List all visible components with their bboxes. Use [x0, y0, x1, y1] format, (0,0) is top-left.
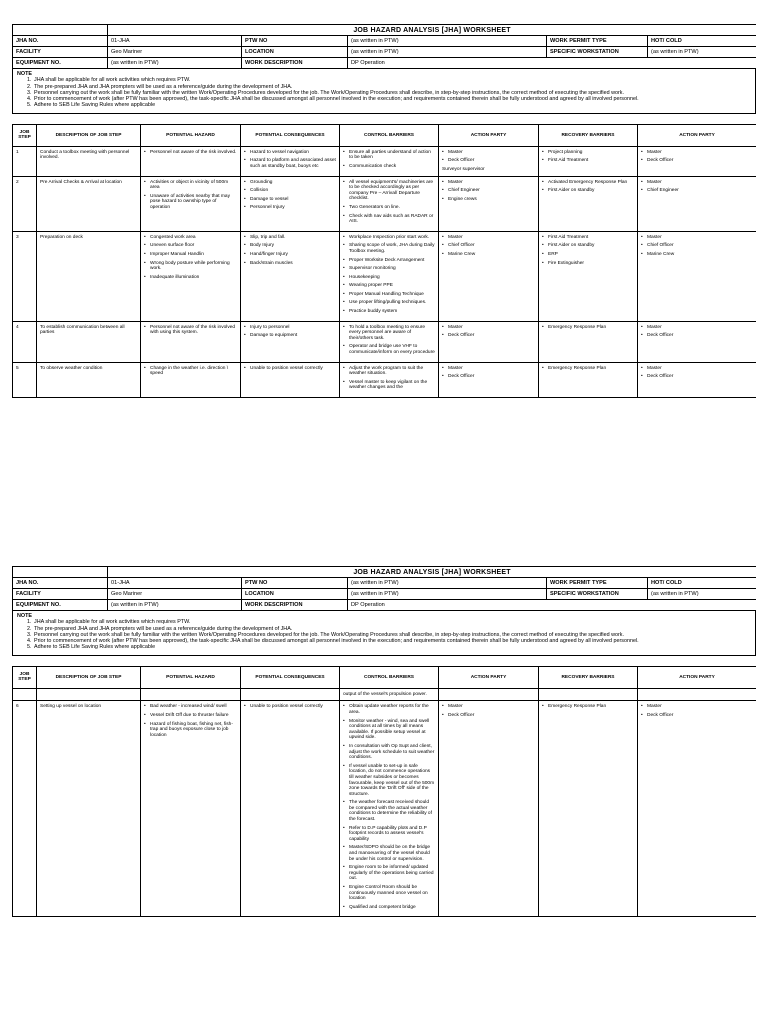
bullet-item: • Master [641, 366, 753, 372]
jha-no-label: JHA NO. [13, 36, 108, 47]
bullet-item: • Deck Officer [641, 158, 753, 164]
bullet-item: • Adjust the work program to suit the weather situation. [343, 366, 435, 377]
bullet-item: • Master [641, 235, 753, 241]
cell-description: Setting up vessel on location [37, 701, 141, 917]
col-action-party: ACTION PARTY [439, 124, 539, 146]
location-value: (as written in PTW) [348, 47, 547, 58]
cell-action-party [439, 362, 539, 397]
cell-action-party [439, 321, 539, 362]
cell-consequences [241, 321, 340, 362]
bullet-item: • Wrong body posture while performing work. [144, 261, 237, 272]
equipment-no-value: (as written in PTW) [108, 58, 242, 69]
bullet-item: • Unaware of activities nearby that may pose hazard to ownship type of operation [144, 194, 237, 211]
equipment-no-label: EQUIPMENT NO. [13, 58, 108, 69]
bullet-item: • To hold a toolbox meeting to ensure every personnel are aware of their/others task. [343, 325, 435, 342]
col-recovery-barriers: RECOVERY BARRIERS [539, 666, 638, 688]
cell-recovery [539, 362, 638, 397]
cell-action-party-2 [638, 231, 757, 321]
note-item: 5. Adhere to SEB Life Saving Rules where applicable [33, 102, 751, 108]
bullet-item: • Master [641, 325, 753, 331]
cell-consequences [241, 176, 340, 231]
bullet-item: • Project planning [542, 150, 634, 156]
bullet-list [442, 704, 535, 718]
bullet-item: • Master [442, 180, 535, 186]
bullet-item: • Deck Officer [641, 713, 753, 719]
cell-recovery [539, 176, 638, 231]
bullet-list [144, 150, 237, 156]
bullet-list [244, 325, 336, 339]
bullet-list [641, 150, 753, 164]
bullet-item: • Proper Worksite Deck Arrangement [343, 258, 435, 264]
bullet-item: • Check with nav aids such as RADAR or AIS. [343, 214, 435, 225]
cell-step: 3 [13, 231, 37, 321]
bullet-item: • Deck Officer [442, 333, 535, 339]
bullet-item: • Marine Crew [442, 252, 535, 258]
bullet-item: • Slip, trip and fall. [244, 235, 336, 241]
header-blank-cell [13, 567, 108, 578]
bullet-item: • Bad weather - increased wind/ swell [144, 704, 237, 710]
cell-hazard [141, 176, 241, 231]
job-steps-table [12, 124, 756, 398]
bullet-item: • Unable to position vessel correctly [244, 366, 336, 372]
cell-recovery [539, 688, 638, 701]
cell-description [37, 688, 141, 701]
bullet-item: • Chief Engineer [641, 188, 753, 194]
bullet-item: • Use proper lifting/pulling techniques. [343, 300, 435, 306]
bullet-item: • Damage to equipment [244, 333, 336, 339]
facility-value: Geo Mariner [108, 589, 242, 600]
bullet-item: • Master [442, 150, 535, 156]
note-list [33, 77, 751, 108]
bullet-item: • Ensure all parties understand of action to be taken [343, 150, 435, 161]
bullet-item: • Hand/finger Injury [244, 252, 336, 258]
bullet-item: • Deck Officer [442, 713, 535, 719]
col-action-party-2: ACTION PARTY [638, 124, 757, 146]
note-box [12, 69, 756, 114]
bullet-item: • Back/strain muscles [244, 261, 336, 267]
cell-action-party-2 [638, 362, 757, 397]
work-description-value: DP Operation [348, 58, 757, 69]
worksheet-title: JOB HAZARD ANALYSIS [JHA] WORKSHEET [108, 25, 757, 36]
cell-consequences [241, 362, 340, 397]
bullet-item: • Congested work area [144, 235, 237, 241]
bullet-list [542, 235, 634, 266]
col-action-party: ACTION PARTY [439, 666, 539, 688]
cell-recovery [539, 146, 638, 176]
bullet-item: • The weather forecast received should be compared with the actual weather conditions to determine the reliability of the forecast. [343, 800, 435, 822]
specific-workstation-label: SPECIFIC WORKSTATION [547, 47, 648, 58]
bullet-item: • Master [442, 366, 535, 372]
bullet-item: • Damage to vessel [244, 197, 336, 203]
work-permit-type-label: WORK PERMIT TYPE [547, 36, 648, 47]
bullet-item: • Personnel not aware of the risk involved with using this system. [144, 325, 237, 336]
bullet-item: • Master [442, 235, 535, 241]
cell-description: Pre Arrival Checks & Arrival at location [37, 176, 141, 231]
bullet-item: • Master/SDPO should be on the bridge and manoeuvring of the vessel should be under his control or supervision. [343, 845, 435, 862]
facility-value: Geo Mariner [108, 47, 242, 58]
jha-header-table [12, 566, 756, 611]
bullet-item: • Sharing scope of work, JHA during Daily Toolbox meeting. [343, 243, 435, 254]
cell-step: 6 [13, 701, 37, 917]
work-description-label: WORK DESCRIPTION [242, 600, 348, 611]
bullet-item: • Workplace Inspection prior start work. [343, 235, 435, 241]
bullet-list [442, 366, 535, 380]
cell-hazard [141, 701, 241, 917]
cell-recovery [539, 321, 638, 362]
cell-action-party [439, 176, 539, 231]
bullet-list [343, 180, 435, 225]
bullet-list [442, 180, 535, 203]
bullet-item: • Collision [244, 188, 336, 194]
bullet-item: • Operator and bridge use VHF to communicate/inform on every procedure [343, 344, 435, 355]
bullet-item: • Master [442, 704, 535, 710]
bullet-item: • Master [442, 325, 535, 331]
worksheet-page-2 [12, 566, 756, 1024]
cell-step: 1 [13, 146, 37, 176]
bullet-list [542, 150, 634, 164]
job-steps-body [13, 146, 757, 397]
cell-action-party-2 [638, 146, 757, 176]
bullet-item: • Chief Officer [641, 243, 753, 249]
note-title: NOTE [17, 71, 32, 77]
worksheet-page-1 [12, 24, 756, 508]
bullet-item: • Grounding [244, 180, 336, 186]
bullet-item: • Activities or object in vicinity of 500m area [144, 180, 237, 191]
location-label: LOCATION [242, 589, 348, 600]
cell-control [340, 321, 439, 362]
cell-step: 2 [13, 176, 37, 231]
bullet-item: • Proper Manual Handling Technique [343, 292, 435, 298]
cell-step [13, 688, 37, 701]
bullet-list [244, 180, 336, 211]
bullet-item: • Monitor weather - wind, sea and swell conditions at all times by all means available. If possible setup vessel at upwind side. [343, 719, 435, 741]
bullet-item: • Housekeeping [343, 275, 435, 281]
cell-control [340, 146, 439, 176]
note-item: 3. Personnel carrying out the work shall be fully familiar with the written Work/Operating Procedures developed for the job. The Work/Operating Procedures shall describe, in step-by-step instructions, the correct method of executing the specified work. [33, 632, 751, 638]
cell-action-party [439, 701, 539, 917]
work-description-value: DP Operation [348, 600, 757, 611]
col-description: DESCRIPTION OF JOB STEP [37, 124, 141, 146]
col-action-party-2: ACTION PARTY [638, 666, 757, 688]
note-item: 1. JHA shall be applicable for all work activities which requires PTW. [33, 77, 751, 83]
table-row [13, 146, 757, 176]
bullet-item: • Body Injury [244, 243, 336, 249]
bullet-list [641, 325, 753, 339]
col-job-step: JOB STEP [13, 124, 37, 146]
location-label: LOCATION [242, 47, 348, 58]
bullet-item: • Master [641, 704, 753, 710]
bullet-item: • Chief Engineer [442, 188, 535, 194]
bullet-list [641, 235, 753, 258]
bullet-item: • Supervisor monitoring [343, 266, 435, 272]
bullet-list [641, 180, 753, 194]
table-row [13, 321, 757, 362]
bullet-item: • Improper Manual Handlin [144, 252, 237, 258]
bullet-item: • Deck Officer [641, 333, 753, 339]
equipment-no-value: (as written in PTW) [108, 600, 242, 611]
ptw-no-value: (as written in PTW) [348, 578, 547, 589]
note-title: NOTE [17, 613, 32, 619]
bullet-item: • Activated Emergency Response Plan [542, 180, 634, 186]
bullet-item: • Chief Officer [442, 243, 535, 249]
bullet-item: • ERP [542, 252, 634, 258]
equipment-no-label: EQUIPMENT NO. [13, 600, 108, 611]
table-row-continuation [13, 688, 757, 701]
cell-consequences [241, 701, 340, 917]
bullet-list [542, 704, 634, 710]
bullet-item: • Emergency Response Plan [542, 366, 634, 372]
bullet-item: • Refer to D.P capability plots and D.P footprint records to assess vessel's capability [343, 826, 435, 843]
bullet-list [343, 704, 435, 910]
work-description-label: WORK DESCRIPTION [242, 58, 348, 69]
note-item: 4. Prior to commencement of work (after PTW has been approved), the task-specific JHA shall be discussed amongst all personnel involved in the execution; and requirements contained therein shall be fully understood and agreed by all involved personnel. [33, 638, 751, 644]
cell-hazard [141, 362, 241, 397]
bullet-item: • Change in the weather i.e. direction \ speed [144, 366, 237, 377]
header-blank-cell [13, 25, 108, 36]
cell-description: To establish communication between all parties [37, 321, 141, 362]
cell-recovery [539, 231, 638, 321]
specific-workstation-value: (as written in PTW) [648, 589, 757, 600]
bullet-item: • Engine crews [442, 197, 535, 203]
specific-workstation-label: SPECIFIC WORKSTATION [547, 589, 648, 600]
note-item: 5. Adhere to SEB Life Saving Rules where applicable [33, 644, 751, 650]
col-potential-consequences: POTENTIAL CONSEQUENCES [241, 124, 340, 146]
bullet-list [144, 366, 237, 377]
col-potential-hazard: POTENTIAL HAZARD [141, 124, 241, 146]
cell-hazard [141, 231, 241, 321]
cell-control [340, 701, 439, 917]
bullet-item: • Two Generators on line. [343, 205, 435, 211]
cell-control [340, 176, 439, 231]
bullet-item: • Hazard to vessel navigation [244, 150, 336, 156]
bullet-item: • Qualified and competent bridge [343, 905, 435, 911]
bullet-item: • Engine Control Room should be continuously manned once vessel on location [343, 885, 435, 902]
bullet-item: • Vessel master to keep vigilant on the weather changes and the [343, 380, 435, 391]
cell-hazard [141, 146, 241, 176]
col-job-step: JOB STEP [13, 666, 37, 688]
bullet-list [144, 704, 237, 738]
ptw-no-value: (as written in PTW) [348, 36, 547, 47]
bullet-list [343, 325, 435, 356]
cell-control [340, 231, 439, 321]
cell-step: 5 [13, 362, 37, 397]
cell-action-party-2 [638, 176, 757, 231]
bullet-item: • Deck Officer [442, 158, 535, 164]
bullet-list [641, 366, 753, 380]
bullet-item: • Hazard of fishing boat, fishing net, fish-trap and buoys exposure close to job location [144, 722, 237, 739]
bullet-item: • Master [641, 150, 753, 156]
bullet-list [343, 150, 435, 170]
cell-description: Conduct a toolbox meeting with personnel involved. [37, 146, 141, 176]
bullet-list [343, 366, 435, 391]
bullet-item: • Emergency Response Plan [542, 325, 634, 331]
job-steps-body [13, 688, 757, 917]
bullet-item: • Hazard to platform and associated asset such as standby boat, buoys etc [244, 158, 336, 169]
note-item: 1. JHA shall be applicable for all work activities which requires PTW. [33, 619, 751, 625]
work-permit-type-value: HOT/ COLD [648, 578, 757, 589]
cell-action-party-2 [638, 701, 757, 917]
job-steps-table [12, 666, 756, 918]
cell-step: 4 [13, 321, 37, 362]
bullet-item: • Injury to personnel [244, 325, 336, 331]
bullet-item: • All vessel equipment's/ machineries are to be checked accordingly as per company Pre – Arrival/ Departure checklist. [343, 180, 435, 202]
bullet-list [442, 325, 535, 339]
bullet-list [442, 235, 535, 258]
bullet-item: • Communication check [343, 164, 435, 170]
bullet-item: • Fire Extinguisher [542, 261, 634, 267]
facility-label: FACILITY [13, 47, 108, 58]
cell-action-party-2 [638, 688, 757, 701]
bullet-item: • Vessel Drift Off due to thruster failure [144, 713, 237, 719]
bullet-item: • First Aid Treatment [542, 158, 634, 164]
bullet-item: • Wearing proper PPE [343, 283, 435, 289]
cell-control-continuation: output of the vessel's propulsion power. [340, 688, 439, 701]
bullet-item: • Master [641, 180, 753, 186]
worksheet-title: JOB HAZARD ANALYSIS [JHA] WORKSHEET [108, 567, 757, 578]
bullet-list [542, 366, 634, 372]
bullet-list [542, 180, 634, 194]
cell-consequences [241, 231, 340, 321]
bullet-list [542, 325, 634, 331]
ptw-no-label: PTW NO [242, 578, 348, 589]
bullet-item: • Practice buddy system [343, 309, 435, 315]
bullet-item: • Deck Officer [641, 374, 753, 380]
bullet-list [244, 366, 336, 372]
col-control-barriers: CONTROL BARRIERS [340, 124, 439, 146]
col-control-barriers: CONTROL BARRIERS [340, 666, 439, 688]
bullet-item: • Unable to position vessel correctly [244, 704, 336, 710]
bullet-list [343, 235, 435, 315]
bullet-item: • Inadequate illumination [144, 275, 237, 281]
action-party-extra: Surveyor supervisor [442, 166, 485, 172]
cell-control [340, 362, 439, 397]
note-item: 2. The pre-prepared JHA and JHA prompters will be used as a reference/guide during the development of JHA. [33, 84, 751, 90]
bullet-item: • Engine room to be informed/ updated regularly of the operations being carried out. [343, 865, 435, 882]
bullet-item: • If vessel unable to set-up in safe location, do not commence operations till weather subsides or becomes favourable, keep vessel out of the 500m zone towards the 'Drift Off' side of the structure. [343, 764, 435, 798]
cell-action-party [439, 146, 539, 176]
jha-no-value: 01-JHA [108, 36, 242, 47]
ptw-no-label: PTW NO [242, 36, 348, 47]
col-recovery-barriers: RECOVERY BARRIERS [539, 124, 638, 146]
cell-action-party [439, 231, 539, 321]
cell-hazard [141, 688, 241, 701]
table-row [13, 701, 757, 917]
table-row [13, 176, 757, 231]
specific-workstation-value: (as written in PTW) [648, 47, 757, 58]
bullet-item: • Emergency Response Plan [542, 704, 634, 710]
cell-recovery [539, 701, 638, 917]
facility-label: FACILITY [13, 589, 108, 600]
cell-action-party [439, 688, 539, 701]
bullet-list [244, 235, 336, 266]
bullet-list [144, 180, 237, 211]
col-potential-consequences: POTENTIAL CONSEQUENCES [241, 666, 340, 688]
bullet-item: • Uneven surface floor [144, 243, 237, 249]
bullet-list [442, 150, 535, 164]
bullet-list [144, 235, 237, 281]
cell-consequences [241, 688, 340, 701]
table-row [13, 231, 757, 321]
bullet-item: • In consultation with Op Supt and client, adjust the work schedule to suit weather conditions. [343, 744, 435, 761]
work-permit-type-label: WORK PERMIT TYPE [547, 578, 648, 589]
table-row [13, 362, 757, 397]
col-description: DESCRIPTION OF JOB STEP [37, 666, 141, 688]
note-item: 2. The pre-prepared JHA and JHA prompters will be used as a reference/guide during the development of JHA. [33, 626, 751, 632]
jha-no-label: JHA NO. [13, 578, 108, 589]
note-item: 4. Prior to commencement of work (after PTW has been approved), the task-specific JHA shall be discussed amongst all personnel involved in the execution; and requirements contained therein shall be fully understood and agreed by all involved personnel. [33, 96, 751, 102]
cell-description: Preparation on deck [37, 231, 141, 321]
bullet-item: • First Aider on standby [542, 243, 634, 249]
cell-action-party-2 [638, 321, 757, 362]
jha-no-value: 01-JHA [108, 578, 242, 589]
bullet-list [244, 150, 336, 170]
location-value: (as written in PTW) [348, 589, 547, 600]
bullet-list [641, 704, 753, 718]
bullet-item: • Marine Crew [641, 252, 753, 258]
cell-description: To observe weather condition [37, 362, 141, 397]
bullet-item: • Obtain update weather reports for the area. [343, 704, 435, 715]
note-list [33, 619, 751, 650]
cell-consequences [241, 146, 340, 176]
bullet-item: • First Aider on standby [542, 188, 634, 194]
note-item: 3. Personnel carrying out the work shall be fully familiar with the written Work/Operating Procedures developed for the job. The Work/Operating Procedures shall describe, in step-by-step instructions, the correct method of executing the specified work. [33, 90, 751, 96]
bullet-list [144, 325, 237, 336]
bullet-list [244, 704, 336, 710]
jha-header-table [12, 24, 756, 69]
bullet-item: • Deck Officer [442, 374, 535, 380]
bullet-item: • First Aid Treatment [542, 235, 634, 241]
bullet-item: • Personnel not aware of the risk involved. [144, 150, 237, 156]
col-potential-hazard: POTENTIAL HAZARD [141, 666, 241, 688]
bullet-item: • Personnel Injury [244, 205, 336, 211]
work-permit-type-value: HOT/ COLD [648, 36, 757, 47]
cell-hazard [141, 321, 241, 362]
note-box [12, 611, 756, 656]
